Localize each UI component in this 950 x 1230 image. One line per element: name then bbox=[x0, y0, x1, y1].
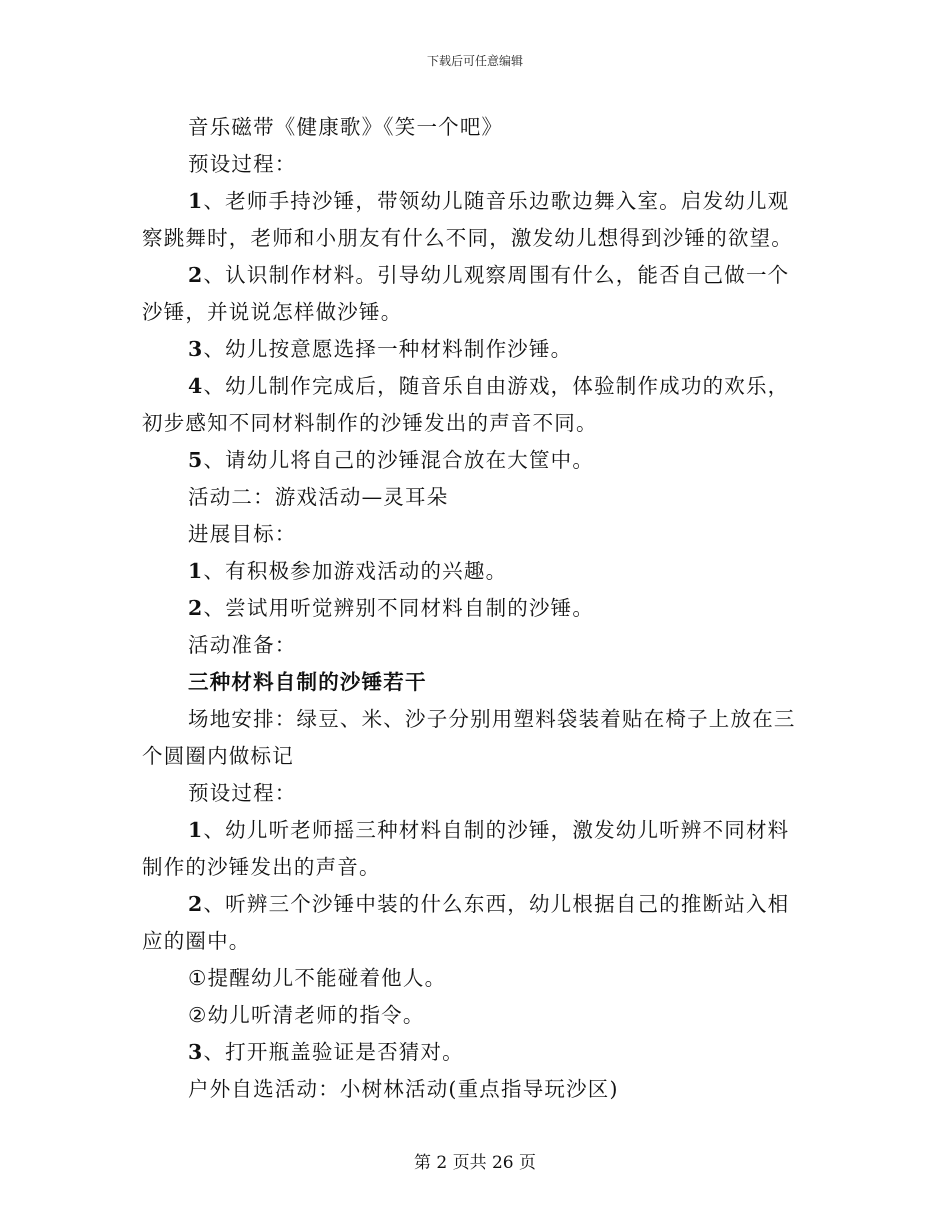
section-heading: 活动二：游戏活动—灵耳朵 bbox=[188, 485, 449, 509]
sub-list-item: ②幼儿听清老师的指令。 bbox=[188, 1003, 425, 1027]
document-body bbox=[142, 109, 810, 1108]
page-header: 下载后可任意编辑 bbox=[426, 54, 523, 68]
paragraph: 音乐磁带《健康歌》《笑一个吧》 bbox=[188, 115, 504, 139]
list-number: 1 bbox=[188, 818, 204, 842]
list-number: 2 bbox=[188, 892, 204, 916]
circled-number: ② bbox=[188, 1003, 208, 1027]
list-number: 3 bbox=[188, 1040, 204, 1064]
sub-list-item: ①提醒幼儿不能碰着他人。 bbox=[188, 966, 447, 990]
list-item: 4、幼儿制作完成后，随音乐自由游戏，体验制作成功的欢乐，初步感知不同材料制作的沙锤发出的声音不同。 bbox=[142, 374, 790, 435]
list-number: 3 bbox=[188, 337, 204, 361]
list-item: 1、有积极参加游戏活动的兴趣。 bbox=[188, 559, 508, 583]
bold-paragraph: 三种材料自制的沙锤若干 bbox=[188, 670, 427, 694]
list-number: 1 bbox=[188, 559, 204, 583]
page-footer: 第 2 页共 26 页 bbox=[413, 1153, 537, 1173]
paragraph: 预设过程： bbox=[188, 781, 297, 805]
paragraph: 预设过程： bbox=[188, 152, 297, 176]
list-number: 5 bbox=[188, 448, 204, 472]
list-item: 2、听辨三个沙锤中装的什么东西，幼儿根据自己的推断站入相应的圈中。 bbox=[142, 892, 790, 953]
list-number: 4 bbox=[188, 374, 204, 398]
list-item: 2、尝试用听觉辨别不同材料自制的沙锤。 bbox=[188, 596, 595, 620]
list-item: 2、认识制作材料。引导幼儿观察周围有什么，能否自己做一个沙锤，并说说怎样做沙锤。 bbox=[142, 263, 790, 324]
list-item: 1、幼儿听老师摇三种材料自制的沙锤，激发幼儿听辨不同材料制作的沙锤发出的声音。 bbox=[142, 818, 790, 879]
list-item: 3、幼儿按意愿选择一种材料制作沙锤。 bbox=[188, 337, 573, 361]
list-item: 3、打开瓶盖验证是否猜对。 bbox=[188, 1040, 464, 1064]
list-item: 5、请幼儿将自己的沙锤混合放在大筐中。 bbox=[188, 448, 595, 472]
list-number: 2 bbox=[188, 596, 204, 620]
list-item: 1、老师手持沙锤，带领幼儿随音乐边歌边舞入室。启发幼儿观察跳舞时，老师和小朋友有什么不同，激发幼儿想得到沙锤的欲望。 bbox=[142, 189, 793, 250]
paragraph: 进展目标： bbox=[188, 522, 297, 546]
list-number: 2 bbox=[188, 263, 204, 287]
list-number: 1 bbox=[188, 189, 204, 213]
paragraph: 场地安排：绿豆、米、沙子分别用塑料袋装着贴在椅子上放在三个圆圈内做标记 bbox=[142, 707, 796, 768]
paragraph: 户外自选活动：小树林活动(重点指导玩沙区) bbox=[188, 1077, 619, 1101]
paragraph: 活动准备： bbox=[188, 633, 297, 657]
circled-number: ① bbox=[188, 966, 208, 990]
